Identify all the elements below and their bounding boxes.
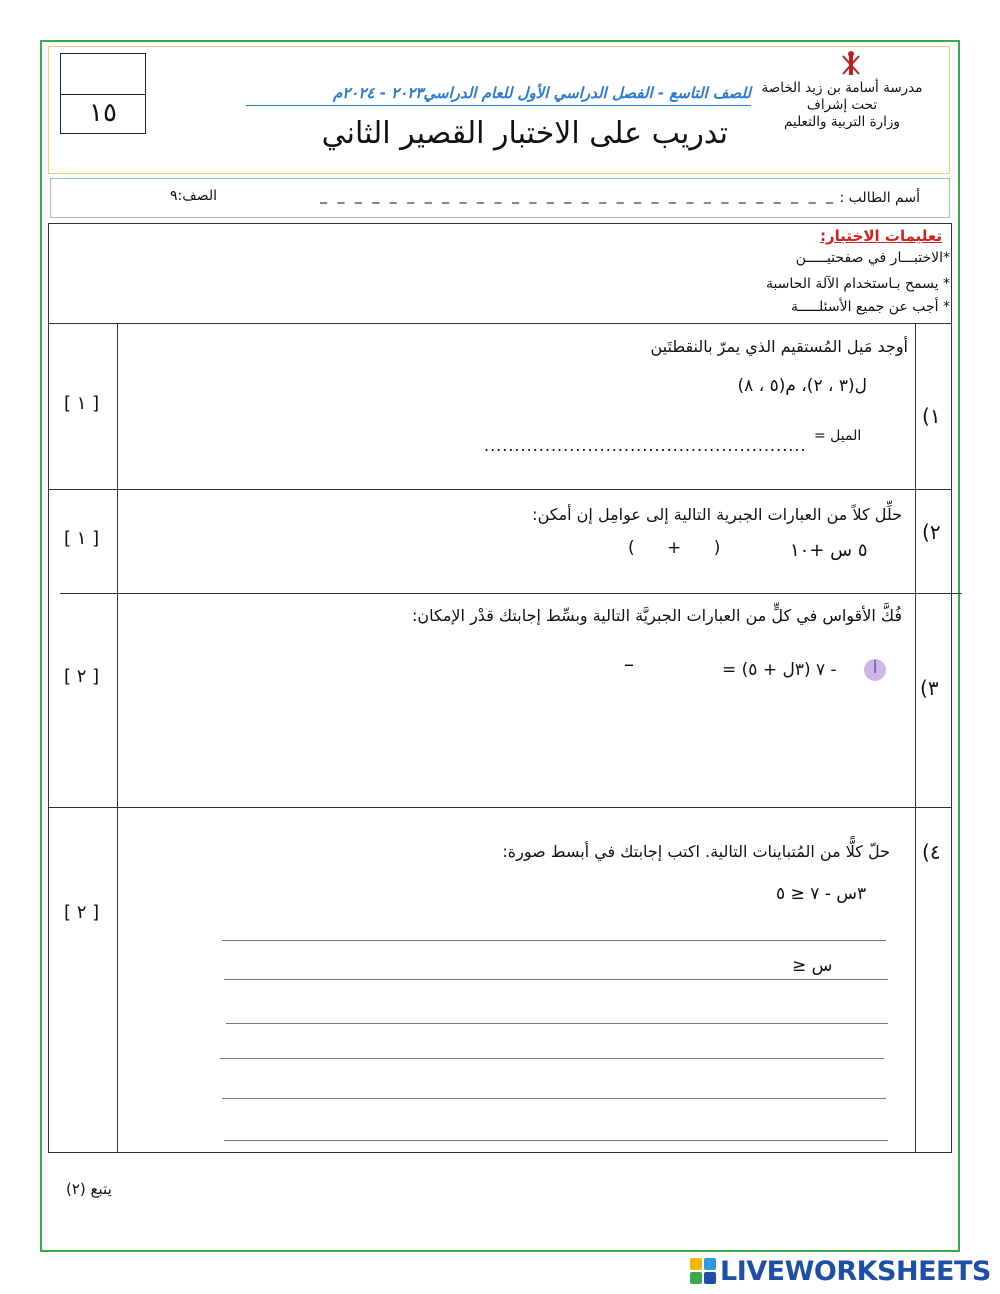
liveworksheets-icon: [690, 1258, 716, 1284]
score-box: [60, 53, 146, 134]
continue-note: يتبع (٢): [66, 1180, 112, 1198]
subtitle: للصف التاسع - الفصل الدراسي الأول للعام الدراسي٢٠٢٣ - ٢٠٢٤م: [332, 84, 751, 102]
instruction-item: * أجب عن جميع الأسئلـــــة: [790, 299, 950, 315]
student-name-field[interactable]: _ _ _ _ _ _ _ _ _ _ _ _ _ _ _ _ _ _ _ _ _ _ _ _ _ _ _ _ _ _: [320, 188, 837, 204]
row-divider: [60, 593, 962, 594]
inequality-expression: ٣س - ٧ ≤ ٥: [776, 884, 867, 904]
page-title: تدريب على الاختبار القصير الثاني: [321, 116, 728, 151]
question-table: [48, 223, 952, 1153]
question-mark: [ ٢ ]: [64, 666, 100, 687]
instructions-title: تعليمات الاختبار:: [820, 227, 942, 245]
liveworksheets-wordmark: LIVEWORKSHEETS: [720, 1255, 991, 1287]
question-text: أوجد مَيل المُستقيم الذي يمرّ بالنقطتَين: [650, 337, 908, 356]
question-text: حلّ كلًّا من المُتباينات التالية. اكتب إجابتك في أبسط صورة:: [502, 842, 890, 861]
question-number: ٤): [922, 840, 941, 864]
answer-line[interactable]: [224, 1140, 888, 1141]
student-name-label: أسم الطالب :: [839, 190, 920, 206]
score-value: ١٥: [89, 98, 117, 128]
ministry-name: وزارة التربية والتعليم: [784, 114, 900, 130]
column-divider: [915, 323, 916, 1153]
question-number: ٢): [922, 520, 941, 544]
question-number: ١): [922, 404, 941, 428]
instruction-item: * يسمح بـاستخدام الآلة الحاسبة: [765, 276, 950, 292]
row-divider: [48, 323, 952, 324]
slope-answer-field[interactable]: .....................................................: [484, 436, 807, 455]
column-divider: [117, 323, 118, 1153]
expand-answer-field[interactable]: –: [624, 652, 634, 676]
part-a-badge: أ: [864, 659, 886, 681]
liveworksheets-logo[interactable]: [690, 1256, 991, 1286]
answer-line[interactable]: [220, 1058, 884, 1059]
question-text: فُكَّ الأقواس في كلٍّ من العبارات الجبريَّة التالية وبسِّط إجابتك قدْر الإمكان:: [411, 606, 902, 625]
oman-emblem-icon: [839, 50, 863, 78]
answer-line[interactable]: [222, 1098, 886, 1099]
class-label: الصف:٩: [170, 188, 218, 204]
question-mark: [ ٢ ]: [64, 902, 100, 923]
answer-line[interactable]: [222, 940, 886, 941]
inequality-answer-prefix: س ≤: [792, 956, 833, 976]
supervision-label: تحت إشراف: [806, 97, 878, 113]
question-text: حلِّل كلاً من العبارات الجبرية التالية إلى عوامِل إن أمكن:: [532, 505, 902, 524]
row-divider: [48, 489, 952, 490]
factor-expression: ٥ س +١٠: [790, 540, 868, 561]
answer-line[interactable]: [226, 1023, 888, 1024]
school-name: مدرسة أسامة بن زيد الخاصة: [761, 80, 923, 96]
question-mark: [ ١ ]: [64, 393, 100, 414]
school-info: [742, 80, 942, 131]
row-divider: [48, 807, 952, 808]
expand-expression: - ٧ (٣ل + ٥) =: [722, 660, 837, 680]
factor-answer-field[interactable]: ( + ): [628, 538, 721, 558]
slope-label: الميل =: [814, 428, 862, 444]
subtitle-underline: [246, 105, 751, 106]
question-mark: [ ١ ]: [64, 528, 100, 549]
instruction-item: *الاختبـــار في صفحتيـــــن: [795, 250, 950, 266]
question-number: ٣): [920, 676, 939, 700]
points-expression: ل(٣ ، ٢)، م(٥ ، ٨): [737, 376, 867, 396]
answer-line[interactable]: [224, 979, 888, 980]
